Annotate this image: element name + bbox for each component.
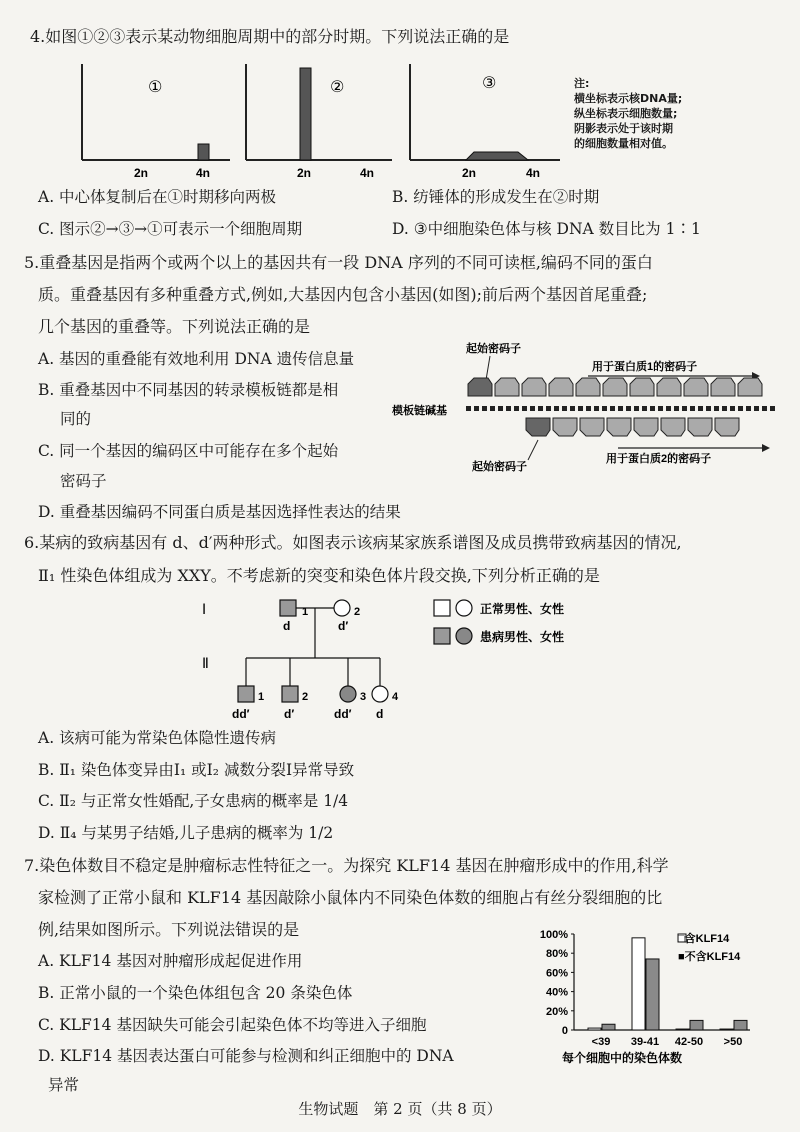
- start-codon-top-label: 起始密码子: [466, 343, 521, 355]
- template-base: [570, 406, 575, 411]
- x-tick-label: 39-41: [630, 1036, 660, 1048]
- codon-top: [684, 378, 708, 396]
- q4-option-c: C. 图示②→③→①可表示一个细胞周期: [38, 220, 303, 238]
- q4-option-b: B. 纺锤体的形成发生在②时期: [392, 188, 600, 206]
- q6-option-c: C. Ⅱ₂ 与正常女性婚配,子女患病的概率是 1/4: [38, 792, 349, 810]
- codon-top: [738, 378, 762, 396]
- i2-genotype: d′: [338, 619, 349, 633]
- q5-option-c-2: 密码子: [60, 472, 107, 490]
- template-base: [474, 406, 479, 411]
- legend-affected-label: 患病男性、女性: [480, 630, 565, 644]
- template-base: [722, 406, 727, 411]
- q7-option-a: A. KLF14 基因对肿瘤形成起促进作用: [38, 952, 303, 970]
- q6-option-d: D. Ⅱ₄ 与某男子结婚,儿子患病的概率为 1/2: [38, 824, 334, 842]
- ii4-normal-female: [372, 686, 388, 702]
- q7-stem-2: 家检测了正常小鼠和 KLF14 基因敲除小鼠体内不同染色体数的细胞占有丝分裂细胞的比: [38, 888, 663, 907]
- q7-stem-1: 7.染色体数目不稳定是肿瘤标志性特征之一。为探究 KLF14 基因在肿瘤形成中的作用,科学: [24, 856, 669, 875]
- pedigree-chart: [190, 594, 610, 734]
- template-base: [498, 406, 503, 411]
- legend-with-label: □含KLF14: [678, 933, 730, 945]
- protein2-codons: [526, 418, 739, 436]
- template-base: [482, 406, 487, 411]
- i1-affected-male: [280, 600, 296, 616]
- template-base: [706, 406, 711, 411]
- template-base: [586, 406, 591, 411]
- i2-normal-female: [334, 600, 350, 616]
- ii3-genotype: dd′: [334, 707, 352, 721]
- codon-top: [495, 378, 519, 396]
- template-base: [618, 406, 623, 411]
- q7-stem-3: 例,结果如图所示。下列说法错误的是: [38, 920, 300, 939]
- bar-without-klf14: [734, 1020, 747, 1030]
- q5-option-c-1: C. 同一个基因的编码区中可能存在多个起始: [38, 442, 339, 460]
- chart-3-shape: [466, 152, 528, 160]
- note-line-2: 横坐标表示核DNA量;: [574, 92, 683, 105]
- template-base: [594, 406, 599, 411]
- i1-number: 1: [302, 606, 309, 618]
- template-base: [738, 406, 743, 411]
- template-base: [602, 406, 607, 411]
- codon-bottom: [553, 418, 577, 436]
- q5-stem-3: 几个基因的重叠等。下列说法正确的是: [38, 317, 311, 336]
- chart-3-label: ③: [482, 75, 497, 92]
- q7-option-d-1: D. KLF14 基因表达蛋白可能参与检测和纠正细胞中的 DNA: [38, 1047, 454, 1065]
- x-tick-label: 42-50: [674, 1036, 704, 1048]
- bar-without-klf14: [690, 1020, 703, 1030]
- template-base: [714, 406, 719, 411]
- q7-option-d-2: 异常: [48, 1076, 80, 1094]
- y-tick-label: 40%: [545, 986, 568, 999]
- template-base: [642, 406, 647, 411]
- q5-option-d: D. 重叠基因编码不同蛋白质是基因选择性表达的结果: [38, 503, 401, 521]
- klf14-bar-chart: [528, 920, 790, 1068]
- q4-cell-cycle-charts: [70, 58, 590, 186]
- codon-top: [630, 378, 654, 396]
- generation-1-label: Ⅰ: [202, 601, 207, 617]
- template-base: [650, 406, 655, 411]
- codon-top: [711, 378, 735, 396]
- x-axis-label: 每个细胞中的染色体数: [562, 1051, 683, 1065]
- legend-affected-female: [456, 628, 472, 644]
- codon-bottom: [634, 418, 658, 436]
- template-base: [562, 406, 567, 411]
- q7-option-c: C. KLF14 基因缺失可能会引起染色体不均等进入子细胞: [38, 1016, 427, 1034]
- template-base: [634, 406, 639, 411]
- q5-option-b-2: 同的: [60, 410, 92, 428]
- protein1-codons: [468, 378, 762, 396]
- x-axis-ticks: [592, 1036, 743, 1048]
- template-base: [666, 406, 671, 411]
- q4-stem: 4.如图①②③表示某动物细胞周期中的部分时期。下列说法正确的是: [30, 27, 510, 46]
- template-base: [514, 406, 519, 411]
- bar-without-klf14: [646, 959, 659, 1030]
- q5-option-a: A. 基因的重叠能有效地利用 DNA 遗传信息量: [38, 350, 355, 368]
- ii2-number: 2: [302, 691, 309, 703]
- template-base: [746, 406, 751, 411]
- q6-stem-2: Ⅱ₁ 性染色体组成为 XXY。不考虑新的突变和染色体片段交换,下列分析正确的是: [38, 566, 600, 585]
- y-tick-label: 20%: [545, 1005, 568, 1018]
- note-line-1: 注:: [574, 77, 590, 90]
- ii2-affected-male: [282, 686, 298, 702]
- legend-without-label: ■不含KLF14: [678, 951, 741, 963]
- protein1-codon-label: 用于蛋白质1的密码子: [592, 361, 698, 373]
- ii1-genotype: dd′: [232, 707, 250, 721]
- i2-number: 2: [354, 606, 361, 618]
- q6-option-a: A. 该病可能为常染色体隐性遗传病: [38, 729, 277, 747]
- template-base: [770, 406, 775, 411]
- template-base: [530, 406, 535, 411]
- chart-2-tick-4n: 4n: [360, 166, 375, 180]
- legend-affected-male: [434, 628, 450, 644]
- codon-bottom: [580, 418, 604, 436]
- chart-1-label: ①: [148, 79, 163, 96]
- template-base: [690, 406, 695, 411]
- codon-top: [549, 378, 573, 396]
- template-base: [658, 406, 663, 411]
- q4-note: [574, 76, 682, 151]
- i1-genotype: d: [283, 619, 291, 633]
- x-tick-label: <39: [591, 1036, 611, 1048]
- template-strand-label: 模板链碱基: [392, 405, 447, 417]
- note-line-4: 阴影表示处于该时期: [574, 122, 673, 135]
- template-base: [610, 406, 615, 411]
- ii1-number: 1: [258, 691, 265, 703]
- q4-option-a: A. 中心体复制后在①时期移向两极: [38, 188, 277, 206]
- legend-normal-label: 正常男性、女性: [480, 602, 565, 616]
- template-base: [762, 406, 767, 411]
- chart-2-bar: [300, 68, 311, 160]
- q6-option-b: B. Ⅱ₁ 染色体变异由Ⅰ₁ 或Ⅰ₂ 减数分裂Ⅰ异常导致: [38, 761, 355, 779]
- q6-stem-1: 6.某病的致病基因有 d、d′两种形式。如图表示该病某家族系谱图及成员携带致病基因的情况,: [24, 533, 682, 552]
- codon-top: [522, 378, 546, 396]
- start-codon-bottom: [526, 418, 550, 436]
- start-codon-bottom-label: 起始密码子: [472, 461, 527, 473]
- codon-bottom: [715, 418, 739, 436]
- chart-2: [246, 64, 392, 180]
- chart-3-tick-4n: 4n: [526, 166, 541, 180]
- chart-3: [410, 64, 560, 180]
- template-bases: [466, 406, 775, 411]
- codon-top: [657, 378, 681, 396]
- y-tick-label: 80%: [545, 948, 568, 961]
- codon-bottom: [607, 418, 631, 436]
- template-base: [466, 406, 471, 411]
- template-base: [546, 406, 551, 411]
- ii1-affected-male: [238, 686, 254, 702]
- legend-normal-male: [434, 600, 450, 616]
- chart-1-tick-4n: 4n: [196, 166, 211, 180]
- template-base: [506, 406, 511, 411]
- bar-with-klf14: [588, 1028, 601, 1030]
- q5-stem-1: 5.重叠基因是指两个或两个以上的基因共有一段 DNA 序列的不同可读框,编码不同的蛋白: [24, 253, 653, 272]
- codon-top: [576, 378, 600, 396]
- protein2-codon-label: 用于蛋白质2的密码子: [606, 453, 712, 465]
- bar-with-klf14: [632, 938, 645, 1030]
- y-tick-label: 100%: [539, 929, 568, 941]
- chart-1-bar: [198, 144, 209, 160]
- y-tick-label: 60%: [545, 967, 568, 980]
- template-base: [490, 406, 495, 411]
- q7-option-b: B. 正常小鼠的一个染色体组包含 20 条染色体: [38, 984, 353, 1002]
- chart-1: [82, 64, 230, 180]
- template-base: [626, 406, 631, 411]
- ii4-genotype: d: [376, 707, 384, 721]
- x-tick-label: >50: [723, 1036, 743, 1048]
- codon-bottom: [661, 418, 685, 436]
- q4-option-d: D. ③中细胞染色体与核 DNA 数目比为 1∶1: [392, 220, 701, 238]
- q5-stem-2: 质。重叠基因有多种重叠方式,例如,大基因内包含小基因(如图);前后两个基因首尾重叠;: [38, 285, 648, 304]
- generation-2-label: Ⅱ: [202, 655, 209, 671]
- ii3-affected-female: [340, 686, 356, 702]
- q5-option-b-1: B. 重叠基因中不同基因的转录模板链都是相: [38, 381, 339, 399]
- ii4-number: 4: [392, 691, 399, 703]
- start-codon-top: [468, 378, 492, 396]
- template-base: [730, 406, 735, 411]
- chart-2-label: ②: [330, 79, 345, 96]
- template-base: [698, 406, 703, 411]
- template-base: [554, 406, 559, 411]
- bar-without-klf14: [602, 1024, 615, 1030]
- note-line-3: 纵坐标表示细胞数量;: [574, 107, 678, 120]
- legend-normal-female: [456, 600, 472, 616]
- template-base: [538, 406, 543, 411]
- y-tick-label: 0: [561, 1025, 568, 1037]
- ii3-number: 3: [360, 691, 367, 703]
- codon-top: [603, 378, 627, 396]
- chart-3-tick-2n: 2n: [462, 166, 477, 180]
- overlapping-gene-diagram: [392, 336, 792, 486]
- template-base: [578, 406, 583, 411]
- note-line-5: 的细胞数量相对值。: [574, 137, 673, 150]
- bar-with-klf14: [676, 1029, 689, 1030]
- template-base: [522, 406, 527, 411]
- ii2-genotype: d′: [284, 707, 295, 721]
- template-base: [674, 406, 679, 411]
- chart-1-tick-2n: 2n: [134, 166, 149, 180]
- page-footer: 生物试题 第 2 页（共 8 页）: [298, 1100, 502, 1118]
- template-base: [754, 406, 759, 411]
- codon-bottom: [688, 418, 712, 436]
- bar-with-klf14: [720, 1029, 733, 1030]
- template-base: [682, 406, 687, 411]
- y-axis-ticks: [540, 929, 574, 1037]
- chart-2-tick-2n: 2n: [297, 166, 312, 180]
